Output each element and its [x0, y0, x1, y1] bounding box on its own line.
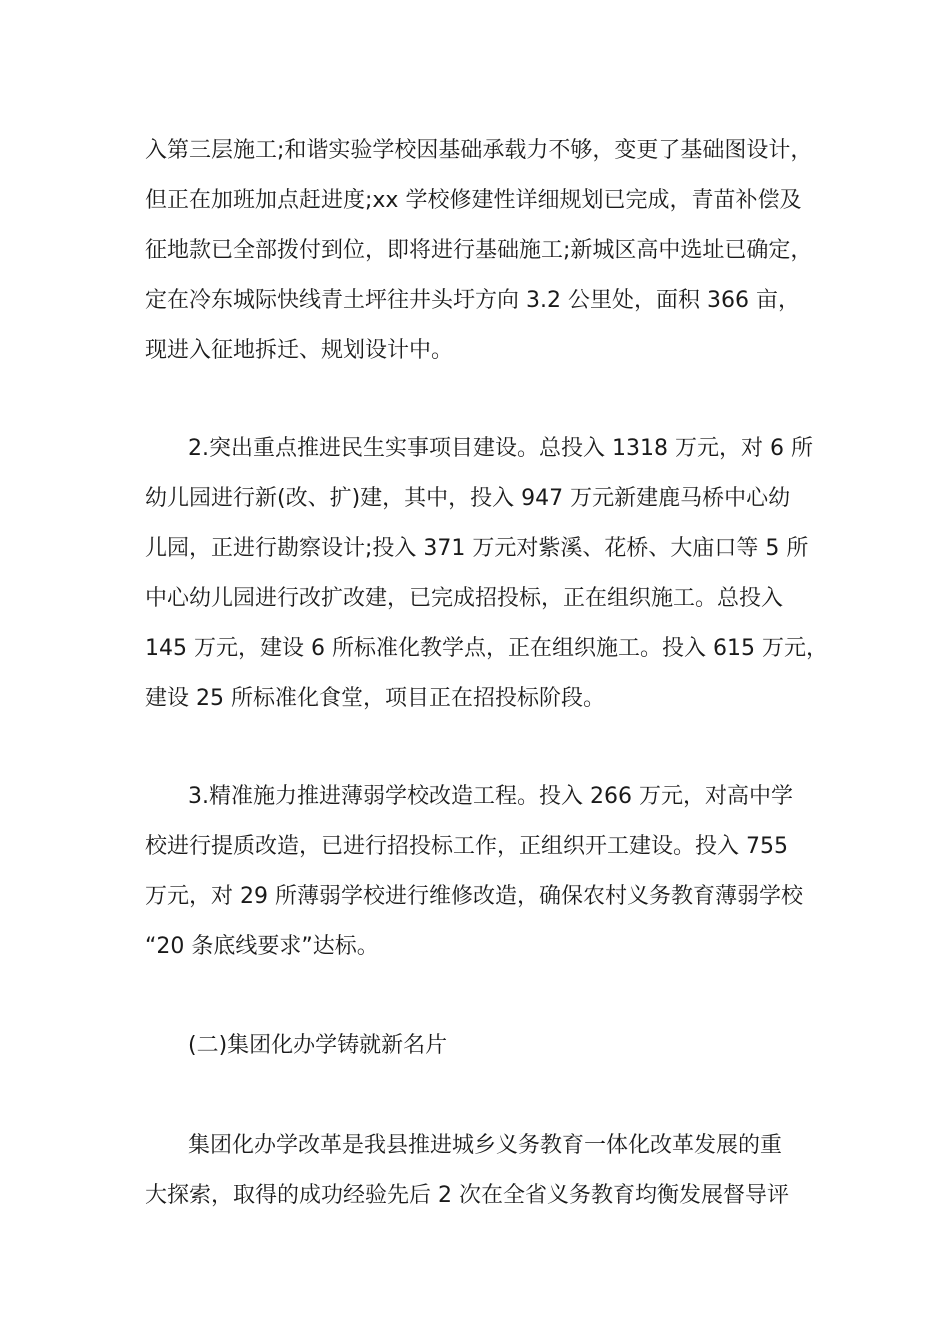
- text-line: 幼儿园进行新(改、扩)建，其中，投入 947 万元新建鹿马桥中心幼: [145, 486, 791, 511]
- text-line: 建设 25 所标准化食堂，项目正在招投标阶段。: [145, 686, 605, 711]
- text-line: 现进入征地拆迁、规划设计中。: [145, 338, 454, 363]
- text-line: 万元，对 29 所薄弱学校进行维修改造，确保农村义务教育薄弱学校: [145, 884, 803, 909]
- text-line: 校进行提质改造，已进行招投标工作，正组织开工建设。投入 755: [145, 834, 788, 859]
- text-line: “20 条底线要求”达标。: [145, 934, 379, 959]
- paragraph-first-line: 集团化办学改革是我县推进城乡义务教育一体化改革发展的重: [188, 1133, 783, 1158]
- paragraph-first-line: 3.精准施力推进薄弱学校改造工程。投入 266 万元，对高中学: [188, 784, 793, 809]
- text-line: 但正在加班加点赶进度;xx 学校修建性详细规划已完成，青苗补偿及: [145, 188, 802, 213]
- text-line: 145 万元，建设 6 所标准化教学点，正在组织施工。投入 615 万元，: [145, 636, 828, 661]
- text-line: 大探索，取得的成功经验先后 2 次在全省义务教育均衡发展督导评: [145, 1183, 789, 1208]
- section-heading: (二)集团化办学铸就新名片: [188, 1033, 448, 1058]
- paragraph-first-line: 2.突出重点推进民生实事项目建设。总投入 1318 万元，对 6 所: [188, 436, 813, 461]
- text-line: 入第三层施工;和谐实验学校因基础承载力不够，变更了基础图设计，: [145, 138, 813, 163]
- text-line: 征地款已全部拨付到位，即将进行基础施工;新城区高中选址已确定，: [145, 238, 813, 263]
- text-line: 儿园，正进行勘察设计;投入 371 万元对紫溪、花桥、大庙口等 5 所: [145, 536, 809, 561]
- text-line: 定在冷东城际快线青土坪往井头圩方向 3.2 公里处，面积 366 亩，: [145, 288, 800, 313]
- text-line: 中心幼儿园进行改扩改建，已完成招投标，正在组织施工。总投入: [145, 586, 784, 611]
